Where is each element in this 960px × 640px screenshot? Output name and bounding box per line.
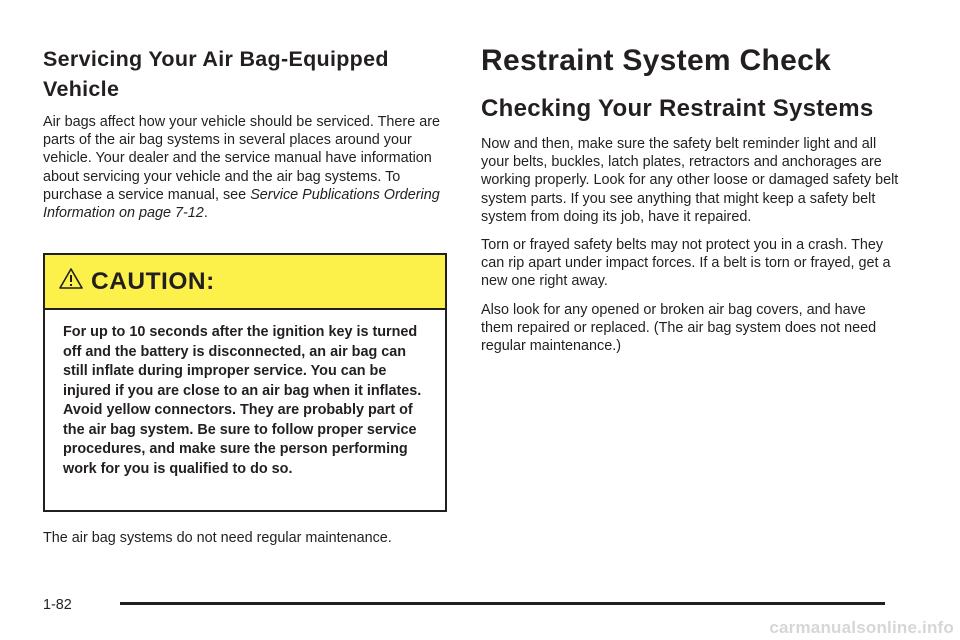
restraint-paragraph: Torn or frayed safety belts may not protect you in a crash. They can rip apart under impact forces. If a belt is torn or frayed, get a new one right away.	[481, 237, 891, 290]
section-heading-servicing: Servicing Your Air Bag-Equipped Vehicle	[43, 47, 389, 101]
left-column	[43, 44, 448, 222]
service-publications-link[interactable]: Service Publications Ordering Information on page 7-12	[43, 186, 440, 222]
caution-text: For up to 10 seconds after the ignition key is turned off and the battery is disconnected, an air bag can still inflate during improper service. You can be injured if you are close to an air bag when it inflates. Avoid yellow connectors. They are probably part of the air bag system. Be sure to follow proper service procedures, and make sure the person performing work for you is qualified to do so.	[63, 324, 422, 477]
caution-box	[43, 253, 447, 512]
servicing-text: Air bags affect how your vehicle should be serviced. There are parts of the air bag systems in several places around your vehicle. Your dealer and the service manual have information about servicing your vehicle and the air bag systems. To purchase a service manual, see	[43, 114, 441, 203]
caution-header	[45, 255, 445, 310]
restraint-paragraph: Now and then, make sure the safety belt reminder light and all your belts, buckles, latch plates, retractors and anchorages are working properly. Look for any other loose or damaged safety belt system parts. If you see anything that might keep a safety belt system from doing its job, have it repaired.	[481, 136, 899, 225]
watermark-text: carmanualsonline.info	[769, 618, 954, 637]
caution-title: CAUTION:	[91, 267, 215, 295]
air-bag-maintenance-note: The air bag systems do not need regular maintenance.	[43, 530, 392, 546]
servicing-period: .	[203, 205, 208, 222]
restraint-paragraph: Also look for any opened or broken air bag covers, and have them repaired or replaced. (The air bag system does not need regular maintenance.)	[481, 301, 877, 355]
warning-triangle-icon	[59, 267, 83, 291]
right-column	[481, 44, 901, 355]
page-number: 1-82	[43, 597, 72, 613]
servicing-paragraph	[43, 113, 448, 222]
section-title-restraint-check: Restraint System Check	[481, 44, 832, 77]
footer-divider	[120, 602, 885, 605]
subheading-checking-restraints: Checking Your Restraint Systems	[481, 95, 874, 122]
